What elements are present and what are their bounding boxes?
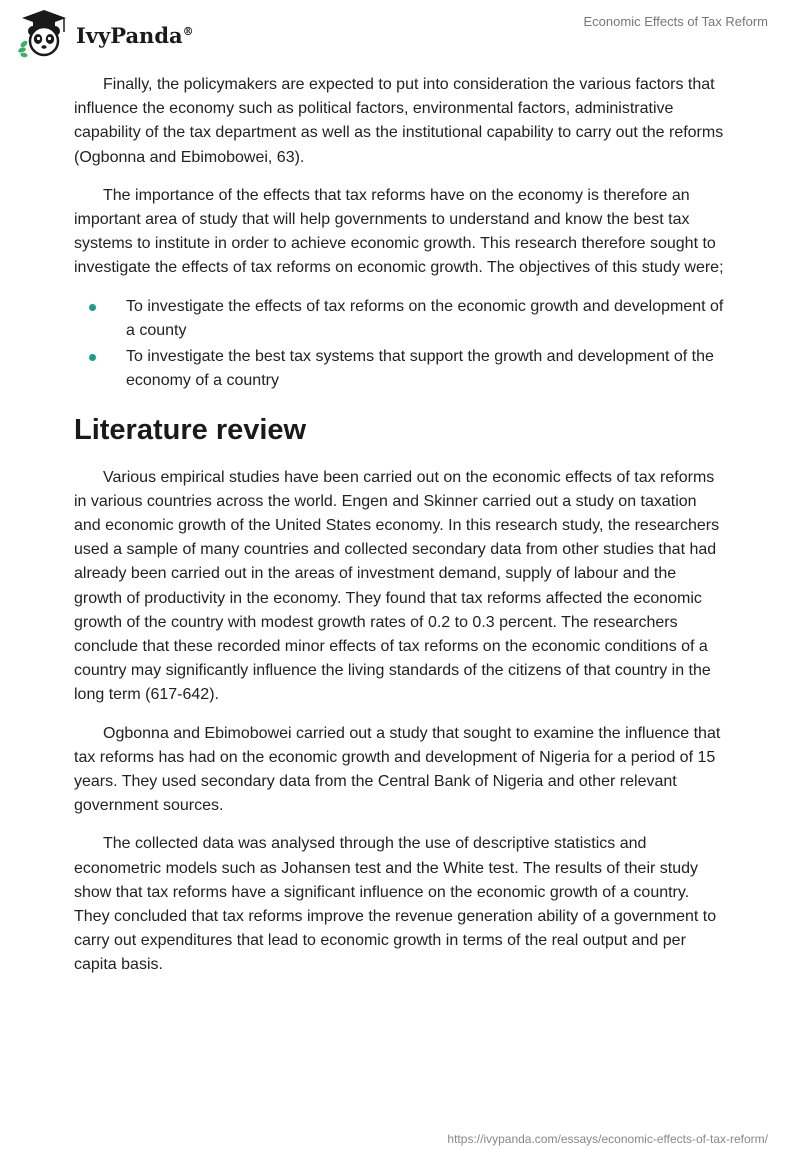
- source-url-link[interactable]: https://ivypanda.com/essays/economic-effects-of-tax-reform/: [447, 1132, 768, 1146]
- dot-bullet-icon: [89, 354, 96, 361]
- list-item: [74, 295, 724, 344]
- brand-name: IvyPanda®: [76, 22, 194, 48]
- section-heading: Literature review: [74, 413, 307, 446]
- brand-logo[interactable]: [16, 8, 194, 58]
- dot-bullet-icon: [89, 304, 96, 311]
- document-title: Economic Effects of Tax Reform: [583, 14, 768, 29]
- page-header: [0, 0, 800, 60]
- paragraph: Various empirical studies have been carried out on the economic effects of tax reforms in various countries across the world. Engen and Skinner carried out a study on taxation and economic growth of the United States economy. In this research study, the researchers used a sample of many countries and collected secondary data from other studies that had already been carried out in the areas of investment demand, supply of labour and the growth of productivity in the economy. They found that tax reforms affected the economic growth of the country with modest growth rates of 0.2 to 0.3 percent. The researchers conclude that these recorded minor effects of tax reforms on the economic conditions of a country may significantly influence the living standards of the citizens of that country in the long term (617-642).: [74, 468, 720, 704]
- list-item-text: To investigate the best tax systems that support the growth and development of the economy of a country: [126, 347, 714, 390]
- panda-logo-icon: [16, 8, 72, 58]
- paragraph: Ogbonna and Ebimobowei carried out a study that sought to examine the influence that tax reforms has had on the economic growth and development of Nigeria for a period of 15 years. They used secondary data from the Central Bank of Nigeria and other relevant government sources.: [74, 724, 721, 815]
- objectives-list: [74, 295, 724, 394]
- list-item: [74, 345, 724, 394]
- paragraph: Finally, the policymakers are expected to put into consideration the various factors that influence the economy such as political factors, environmental factors, administrative capability of the tax department as well as the institutional capability to carry out the reforms (Ogbonna and Ebimobowei, 63).: [74, 76, 724, 166]
- list-item-text: To investigate the effects of tax reforms on the economic growth and development of a county: [126, 297, 724, 340]
- paragraph: The collected data was analysed through the use of descriptive statistics and econometric models such as Johansen test and the White test. The results of their study show that tax reforms have a significant influence on the economic growth of a country. They concluded that tax reforms improve the revenue generation ability of a government to carry out expenditures that lead to economic growth in terms of the real output and per capita basis.: [74, 835, 717, 974]
- article-body: [74, 73, 724, 992]
- paragraph: The importance of the effects that tax reforms have on the economy is therefore an important area of study that will help governments to understand and know the best tax systems to institute in order to achieve economic growth. This research therefore sought to investigate the effects of tax reforms on economic growth. The objectives of this study were;: [74, 186, 724, 277]
